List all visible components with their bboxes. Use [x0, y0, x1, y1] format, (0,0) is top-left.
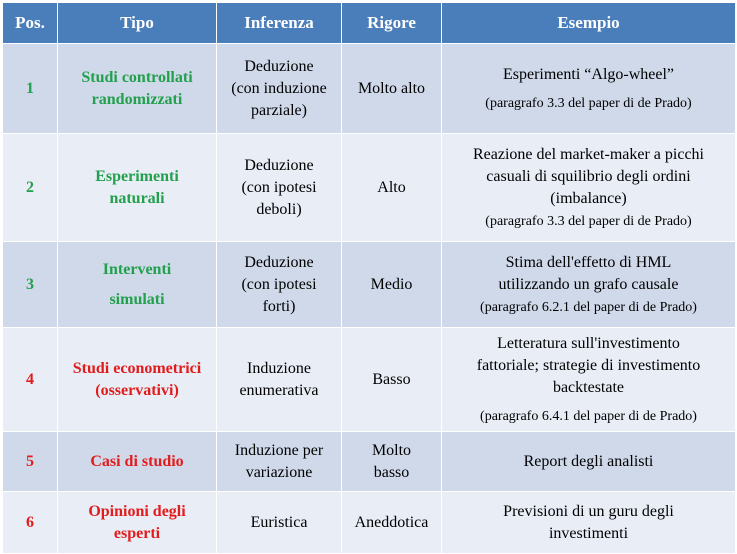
row-pos: 3 [3, 242, 58, 328]
inferenza-line: forti) [262, 297, 296, 315]
row-pos: 1 [3, 44, 58, 134]
row-inferenza [217, 432, 342, 492]
tipo-line: Interventi [102, 260, 172, 278]
inferenza-line: Induzione [247, 359, 311, 377]
row-esempio [442, 492, 736, 554]
inferenza-line: Induzione per [234, 441, 324, 459]
rigore-line: Basso [372, 370, 411, 388]
row-pos: 2 [3, 134, 58, 242]
row-tipo [58, 134, 217, 242]
table-row [3, 328, 736, 432]
esempio-note: (paragrafo 3.3 del paper di de Prado) [485, 95, 692, 111]
inferenza-line: Deduzione [244, 57, 314, 75]
inferenza-line: (con ipotesi [241, 275, 317, 293]
row-rigore [342, 134, 442, 242]
tipo-line: Casi di studio [90, 452, 184, 470]
inferenza-line: (con ipotesi [241, 178, 317, 196]
row-pos: 6 [3, 492, 58, 554]
esempio-line: (imbalance) [550, 189, 627, 207]
tipo-line: naturali [109, 189, 165, 207]
row-tipo [58, 492, 217, 554]
esempio-note: (paragrafo 3.3 del paper di de Prado) [485, 213, 692, 229]
tipo-line: simulati [109, 290, 165, 308]
rigore-line: Alto [377, 178, 406, 196]
tipo-line: randomizzati [91, 90, 183, 108]
row-tipo [58, 328, 217, 432]
row-rigore [342, 432, 442, 492]
header-tipo: Tipo [58, 3, 217, 44]
row-esempio [442, 242, 736, 328]
row-rigore [342, 328, 442, 432]
row-tipo [58, 242, 217, 328]
rigore-line: Molto [371, 441, 412, 459]
inferenza-line: (con induzione [231, 79, 327, 97]
row-inferenza [217, 134, 342, 242]
esempio-line: Previsioni di un guru degli [503, 502, 674, 520]
row-inferenza [217, 242, 342, 328]
row-rigore [342, 44, 442, 134]
header-inferenza: Inferenza [217, 3, 342, 44]
esempio-line: backtestate [552, 378, 625, 396]
evidence-hierarchy-table [2, 2, 736, 554]
tipo-line: Opinioni degli [88, 502, 186, 520]
table-row [3, 432, 736, 492]
tipo-line: Studi controllati [81, 68, 193, 86]
tipo-line: Esperimenti [95, 167, 179, 185]
row-esempio [442, 134, 736, 242]
row-rigore [342, 242, 442, 328]
header-row [3, 3, 736, 44]
esempio-note: (paragrafo 6.2.1 del paper di de Prado) [480, 299, 697, 315]
esempio-line: utilizzando un grafo causale [498, 275, 679, 293]
row-esempio [442, 432, 736, 492]
row-inferenza [217, 44, 342, 134]
row-tipo [58, 44, 217, 134]
inferenza-line: parziale) [251, 101, 307, 119]
rigore-line: Medio [370, 275, 413, 293]
esempio-line: fattoriale; strategie di investimento [476, 356, 701, 374]
row-inferenza [217, 492, 342, 554]
row-esempio [442, 44, 736, 134]
esempio-line: investimenti [548, 524, 629, 542]
row-pos: 5 [3, 432, 58, 492]
header-esempio: Esempio [442, 3, 736, 44]
rigore-line: basso [373, 463, 410, 481]
row-rigore [342, 492, 442, 554]
inferenza-line: variazione [245, 463, 313, 481]
table-row [3, 134, 736, 242]
inferenza-line: Euristica [250, 513, 308, 531]
tipo-line: (osservativi) [95, 381, 179, 399]
inferenza-line: Deduzione [244, 253, 314, 271]
esempio-line: casuali di squilibrio degli ordini [486, 167, 691, 185]
row-tipo [58, 432, 217, 492]
inferenza-line: deboli) [256, 200, 302, 218]
row-pos: 4 [3, 328, 58, 432]
tipo-line: Studi econometrici [72, 359, 202, 377]
rigore-line: Molto alto [357, 79, 426, 97]
row-inferenza [217, 328, 342, 432]
esempio-line: Reazione del market-maker a picchi [473, 145, 704, 163]
esempio-line: Stima dell'effetto di HML [505, 253, 672, 271]
esempio-line: Letteratura sull'investimento [497, 334, 680, 352]
header-rigore: Rigore [342, 3, 442, 44]
table-row [3, 242, 736, 328]
rigore-line: Aneddotica [354, 513, 429, 531]
inferenza-line: enumerativa [239, 381, 319, 399]
esempio-note: (paragrafo 6.4.1 del paper di de Prado) [480, 408, 697, 424]
esempio-line: Esperimenti “Algo-wheel” [502, 65, 675, 83]
row-esempio [442, 328, 736, 432]
header-pos: Pos. [3, 3, 58, 44]
table-row [3, 492, 736, 554]
table-row [3, 44, 736, 134]
inferenza-line: Deduzione [244, 156, 314, 174]
esempio-line: Report degli analisti [523, 452, 654, 470]
tipo-line: esperti [113, 524, 161, 542]
